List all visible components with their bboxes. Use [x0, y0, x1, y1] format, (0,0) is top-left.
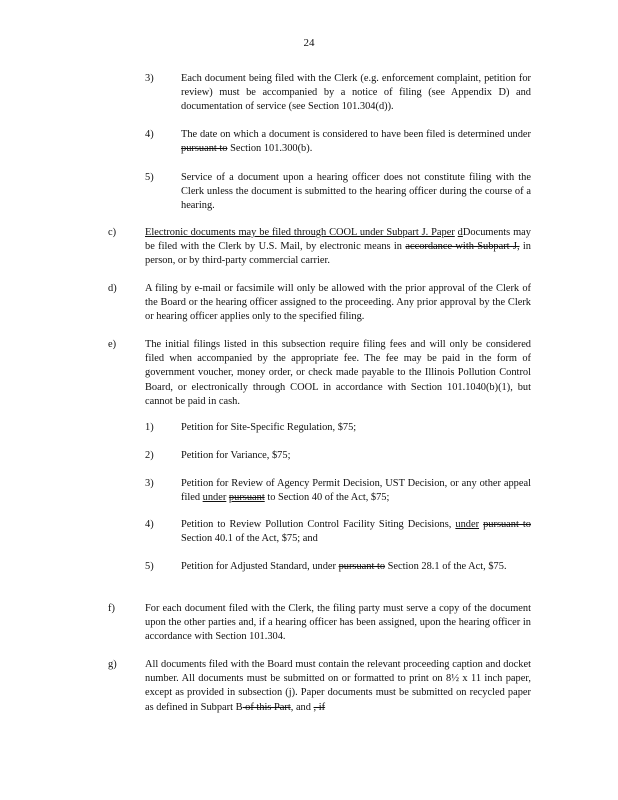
item-label: 5)	[145, 172, 154, 183]
text-run: in person, or by third-party commercial carrier.	[145, 241, 531, 267]
item-label: f)	[108, 603, 115, 614]
text-run: For each document filed with the Clerk, the filing party must serve a copy of the document upon the other parties and, if a hearing officer has been assigned, upon the hearing officer in accordance with Section 101.304.	[145, 603, 531, 643]
item-d	[108, 282, 531, 325]
text-run: , and	[290, 701, 314, 713]
text-run: The date on which a document is considered to have been filed is determined under	[181, 129, 531, 140]
text-run: Section 101.300(b).	[227, 143, 313, 155]
item-label: 3)	[145, 478, 154, 489]
text-run: Each document being filed with the Clerk (e.g. enforcement complaint, petition for review) must be accompanied by a notice of filing (see Appendix D) and documentation of service (see Section 101.304(d)).	[181, 73, 531, 113]
text-run: under	[202, 492, 227, 504]
text-run: The initial filings listed in this subsection require filing fees and will only be considered filed when accompanied by the appropriate fee. The fee may be paid in the form of government voucher, money order, or check made payable to the Illinois Pollution Control Board, or electronically through COOL in accordance with Section 101.1040(b)(1), but cannot be paid in cash.	[145, 339, 531, 407]
text-run: D	[462, 227, 471, 238]
item-text	[181, 449, 531, 463]
item-g	[108, 658, 531, 715]
item-label: d)	[108, 283, 117, 294]
item-text	[181, 171, 531, 214]
item-s5b	[145, 560, 531, 574]
item-label: 5)	[145, 561, 154, 572]
text-run: pursuant to	[338, 561, 386, 572]
text-run: of this Part	[242, 701, 291, 713]
text-run: accordance with Subpart J,	[405, 241, 520, 253]
item-text	[181, 477, 531, 505]
item-label: 4)	[145, 129, 154, 140]
item-label: c)	[108, 227, 117, 238]
item-label: 2)	[145, 450, 154, 461]
item-text	[181, 560, 531, 574]
page-number: 24	[303, 37, 315, 49]
item-s2b	[145, 449, 531, 463]
item-label: 4)	[145, 519, 154, 530]
text-run: pursuant to	[181, 143, 228, 155]
item-label: 3)	[145, 73, 154, 84]
item-s4b	[145, 518, 531, 546]
text-run: Petition for Site-Specific Regulation, $75;	[181, 422, 357, 433]
text-run: Petition for Review of Agency Permit Decision, UST Decision, or any other appeal filed	[181, 478, 531, 504]
item-s3b	[145, 477, 531, 505]
text-run: pursuant to	[483, 519, 531, 530]
text-run: Petition to Review Pollution Control Facility Siting Decisions,	[181, 519, 456, 530]
item-text	[181, 421, 531, 435]
item-text	[181, 518, 531, 546]
text-run: Section 40.1 of the Act, $75; and	[181, 533, 318, 545]
item-text	[145, 338, 531, 409]
text-run: pursuant	[228, 492, 265, 504]
item-text	[181, 128, 531, 156]
text-run: , if	[313, 701, 326, 713]
item-text	[145, 282, 531, 325]
item-f	[108, 602, 531, 645]
item-text	[145, 602, 531, 645]
text-run: Service of a document upon a hearing officer does not constitute filing with the Clerk unless the document is submitted to the hearing officer during the course of a hearing.	[181, 172, 531, 212]
item-s4a	[145, 128, 531, 156]
item-e	[108, 338, 531, 409]
item-text	[145, 226, 531, 269]
item-label: e)	[108, 339, 117, 350]
item-s3a	[145, 72, 531, 115]
text-run: to Section 40 of the Act, $75;	[264, 492, 390, 504]
item-label: g)	[108, 659, 117, 670]
text-run: A filing by e-mail or facsimile will only be allowed with the prior approval of the Clerk of the Board or the hearing officer assigned to the proceeding. Any prior approval by the Clerk or hearing officer applies only to the specified filing.	[145, 283, 531, 323]
text-run: Petition for Adjusted Standard, under	[181, 561, 339, 572]
item-text	[145, 658, 531, 715]
item-text	[181, 72, 531, 115]
item-c	[108, 226, 531, 269]
item-s5a	[145, 171, 531, 214]
item-s1b	[145, 421, 531, 435]
text-run: Electronic documents may be filed through COOL under Subpart J. Paper	[145, 227, 455, 238]
item-label: 1)	[145, 422, 154, 433]
text-run: d	[457, 227, 463, 238]
text-run: All documents filed with the Board must contain the relevant proceeding caption and docket number. All documents must be submitted on or formatted to print on 8½ x 11 inch paper, except as provided in subsection (j). Paper documents must be submitted on recycled paper as defined in Subpart B	[145, 659, 531, 713]
text-run: ocuments may be filed with the Clerk by U.S. Mail, by electronic means in	[145, 227, 531, 253]
text-run: Section 28.1 of the Act, $75.	[385, 561, 507, 572]
text-run: Petition for Variance, $75;	[181, 450, 291, 461]
text-run: under	[455, 519, 480, 530]
